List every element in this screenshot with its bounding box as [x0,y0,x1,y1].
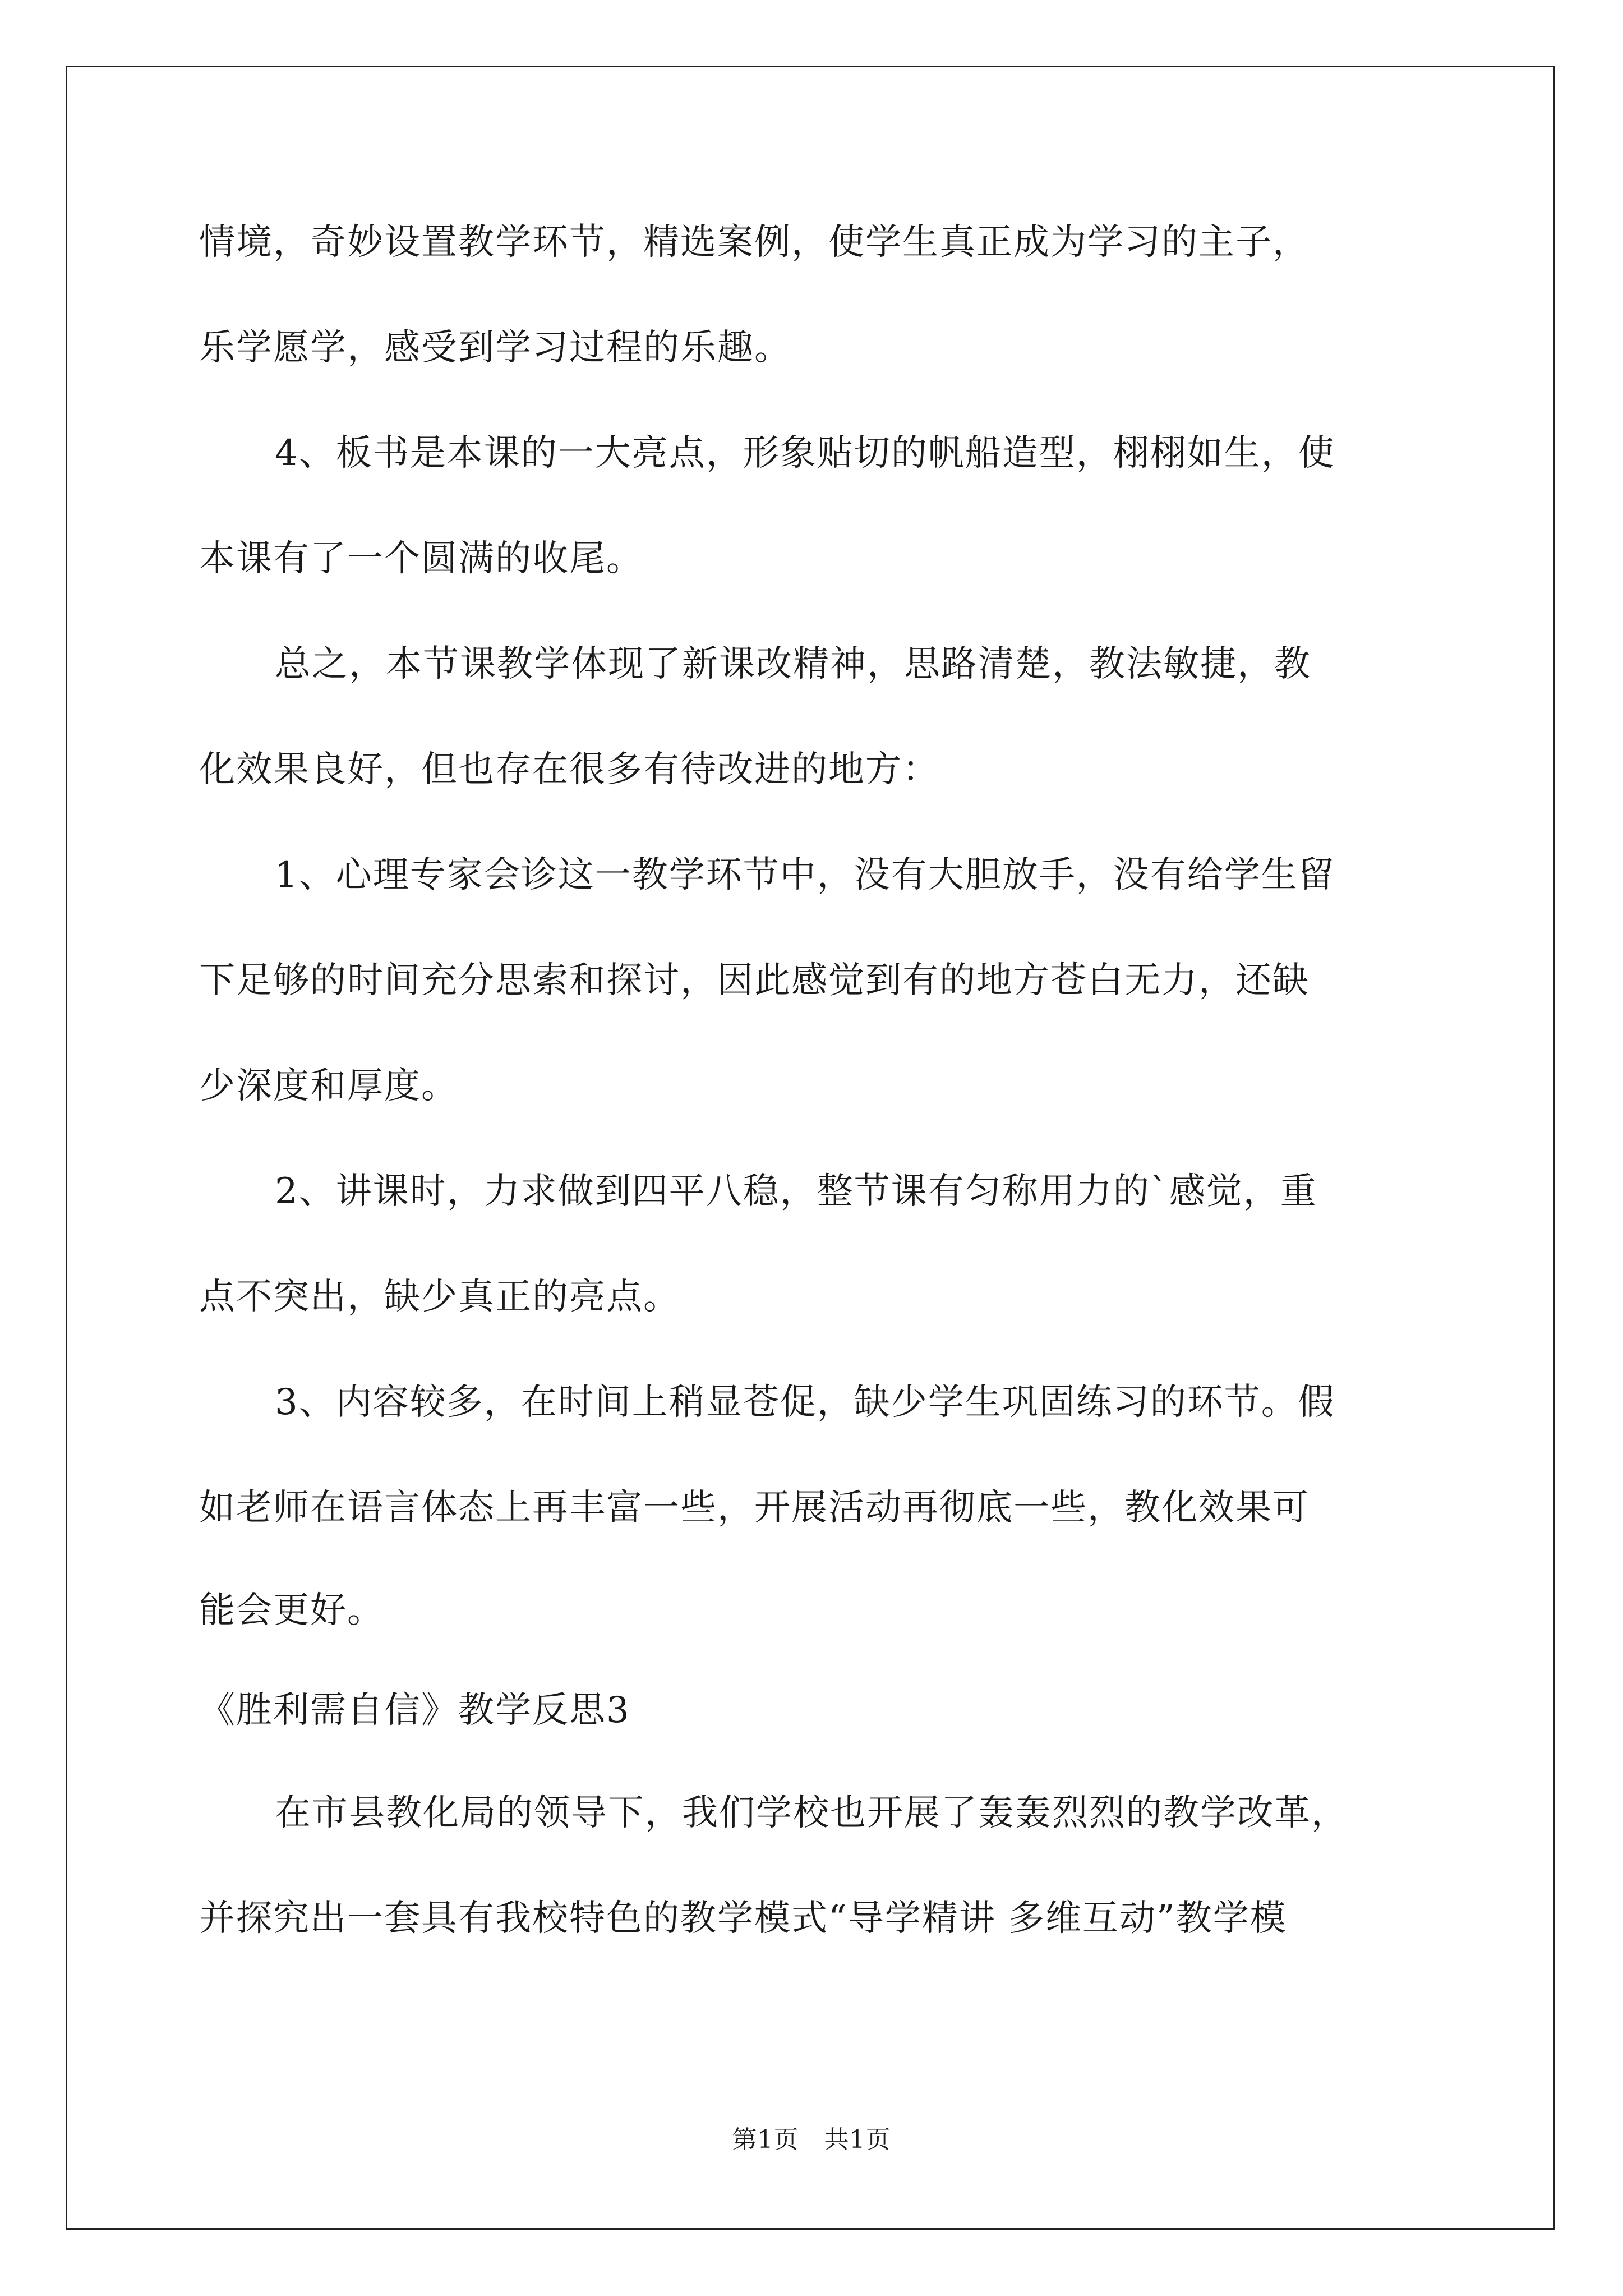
document-body [199,190,1427,1971]
paragraph-start-line: 总之，本节课教学体现了新课改精神，思路清楚，教法敏捷，教 [275,643,1311,685]
paragraph-start-line: 4、板书是本课的一大亮点，形象贴切的帆船造型，栩栩如生，使 [275,432,1335,474]
body-line: 少深度和厚度。 [199,1065,458,1107]
body-line: 并探究出一套具有我校特色的教学模式“导学精讲 多维互动”教学模 [199,1898,1287,1939]
paragraph-start-line: 在市县教化局的领导下，我们学校也开展了轰轰烈烈的教学改革， [275,1792,1348,1834]
body-line: 情境，奇妙设置教学环节，精选案例，使学生真正成为学习的主子， [199,222,1310,263]
paragraph-start-line: 3、内容较多，在时间上稍显苍促，缺少学生巩固练习的环节。假 [275,1382,1335,1423]
page-footer [0,2119,1623,2155]
body-line: 化效果良好，但也存在很多有待改进的地方： [199,749,939,790]
body-line: 如老师在语言体态上再丰富一些，开展活动再彻底一些，教化效果可 [199,1487,1310,1529]
paragraph-start-line: 1、心理专家会诊这一教学环节中，没有大胆放手，没有给学生留 [275,854,1335,896]
body-line: 乐学愿学，感受到学习过程的乐趣。 [199,327,791,369]
body-line: 下足够的时间充分思索和探讨，因此感觉到有的地方苍白无力，还缺 [199,960,1310,1001]
body-line: 点不突出，缺少真正的亮点。 [199,1276,680,1318]
section-heading: 《胜利需自信》教学反思3 [199,1690,630,1731]
body-line: 本课有了一个圆满的收尾。 [199,538,643,579]
paragraph-start-line: 2、讲课时，力求做到四平八稳，整节课有匀称用力的`感觉，重 [275,1171,1317,1212]
body-line: 能会更好。 [199,1590,384,1631]
page-number: 第1页 共1页 [732,2125,891,2154]
